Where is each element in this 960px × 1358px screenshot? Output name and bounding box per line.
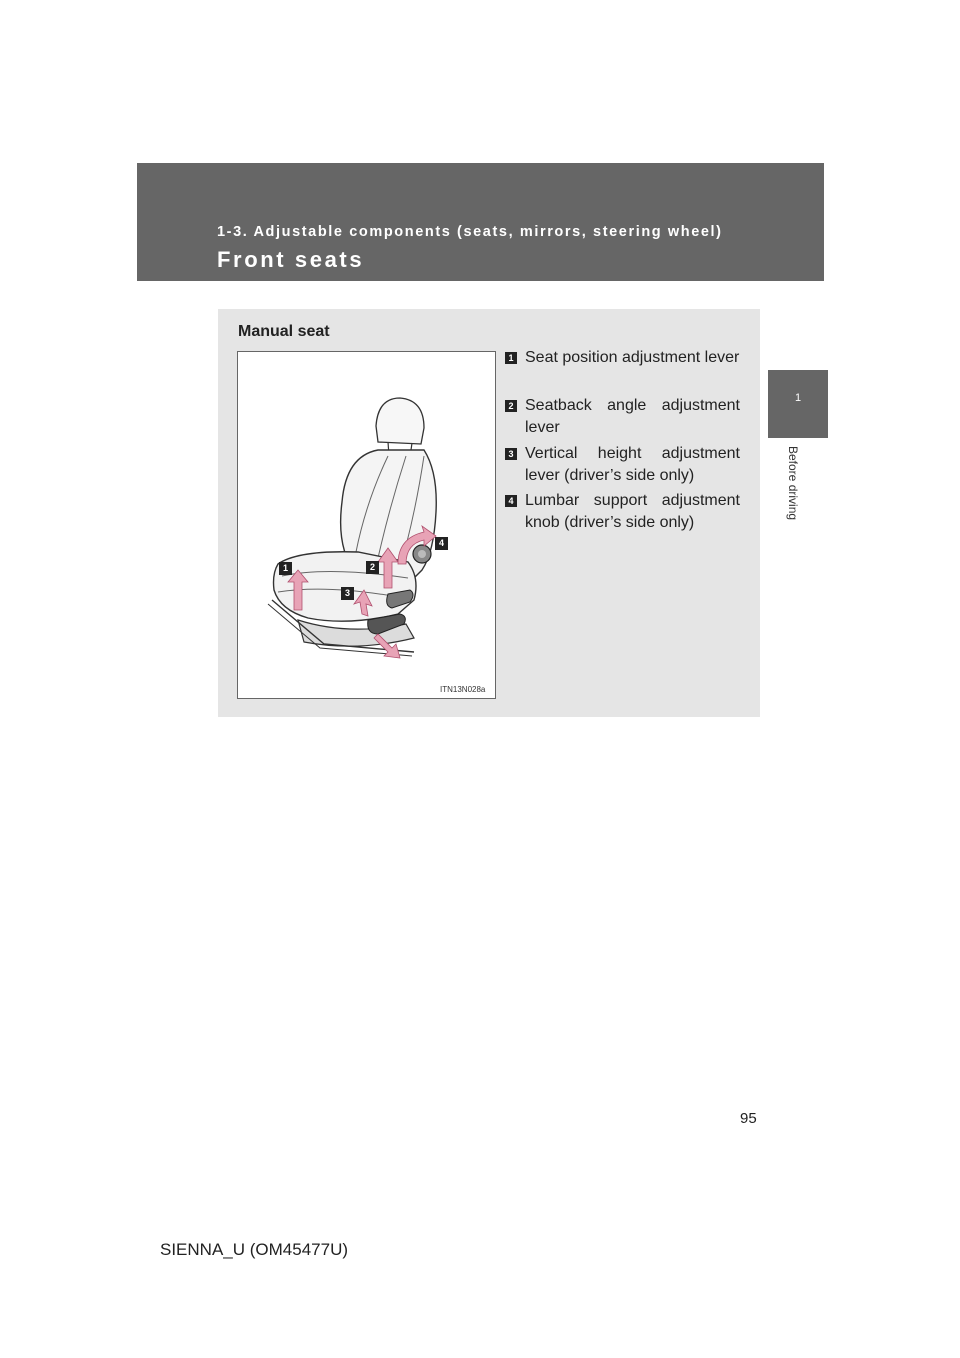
item-text: Lumbar support adjustment knob (driver’s side only) — [525, 492, 740, 531]
item-badge-4: 4 — [505, 495, 517, 507]
item-text: Seat position adjustment lever — [525, 349, 740, 366]
document-id: SIENNA_U (OM45477U) — [160, 1240, 349, 1259]
figure-code: ITN13N028a — [440, 685, 486, 694]
list-item — [505, 443, 740, 487]
section-title: 1-3. Adjustable components (seats, mirrors, steering wheel) — [217, 224, 723, 240]
list-item — [505, 395, 740, 439]
list-item — [505, 347, 740, 369]
chapter-tab[interactable] — [768, 370, 828, 438]
item-text: Vertical height adjustment lever (driver’s side only) — [525, 445, 740, 484]
seat-illustration — [237, 351, 496, 699]
figure-callout-3: 3 — [341, 587, 354, 600]
header-band — [137, 163, 824, 281]
figure-callout-4: 4 — [435, 537, 448, 550]
chapter-label: Before driving — [786, 446, 800, 521]
item-badge-3: 3 — [505, 448, 517, 460]
item-text: Seatback angle adjustment lever — [525, 397, 740, 436]
seat-drawing — [238, 352, 495, 698]
figure-callout-1: 1 — [279, 562, 292, 575]
item-badge-1: 1 — [505, 352, 517, 364]
chapter-number: 1 — [794, 392, 802, 404]
item-badge-2: 2 — [505, 400, 517, 412]
manual-seat-panel — [218, 309, 760, 717]
page-title: Front seats — [217, 247, 365, 272]
page-number: 95 — [740, 1110, 757, 1127]
figure-callout-2: 2 — [366, 561, 379, 574]
list-item — [505, 490, 740, 534]
panel-heading: Manual seat — [238, 323, 330, 340]
